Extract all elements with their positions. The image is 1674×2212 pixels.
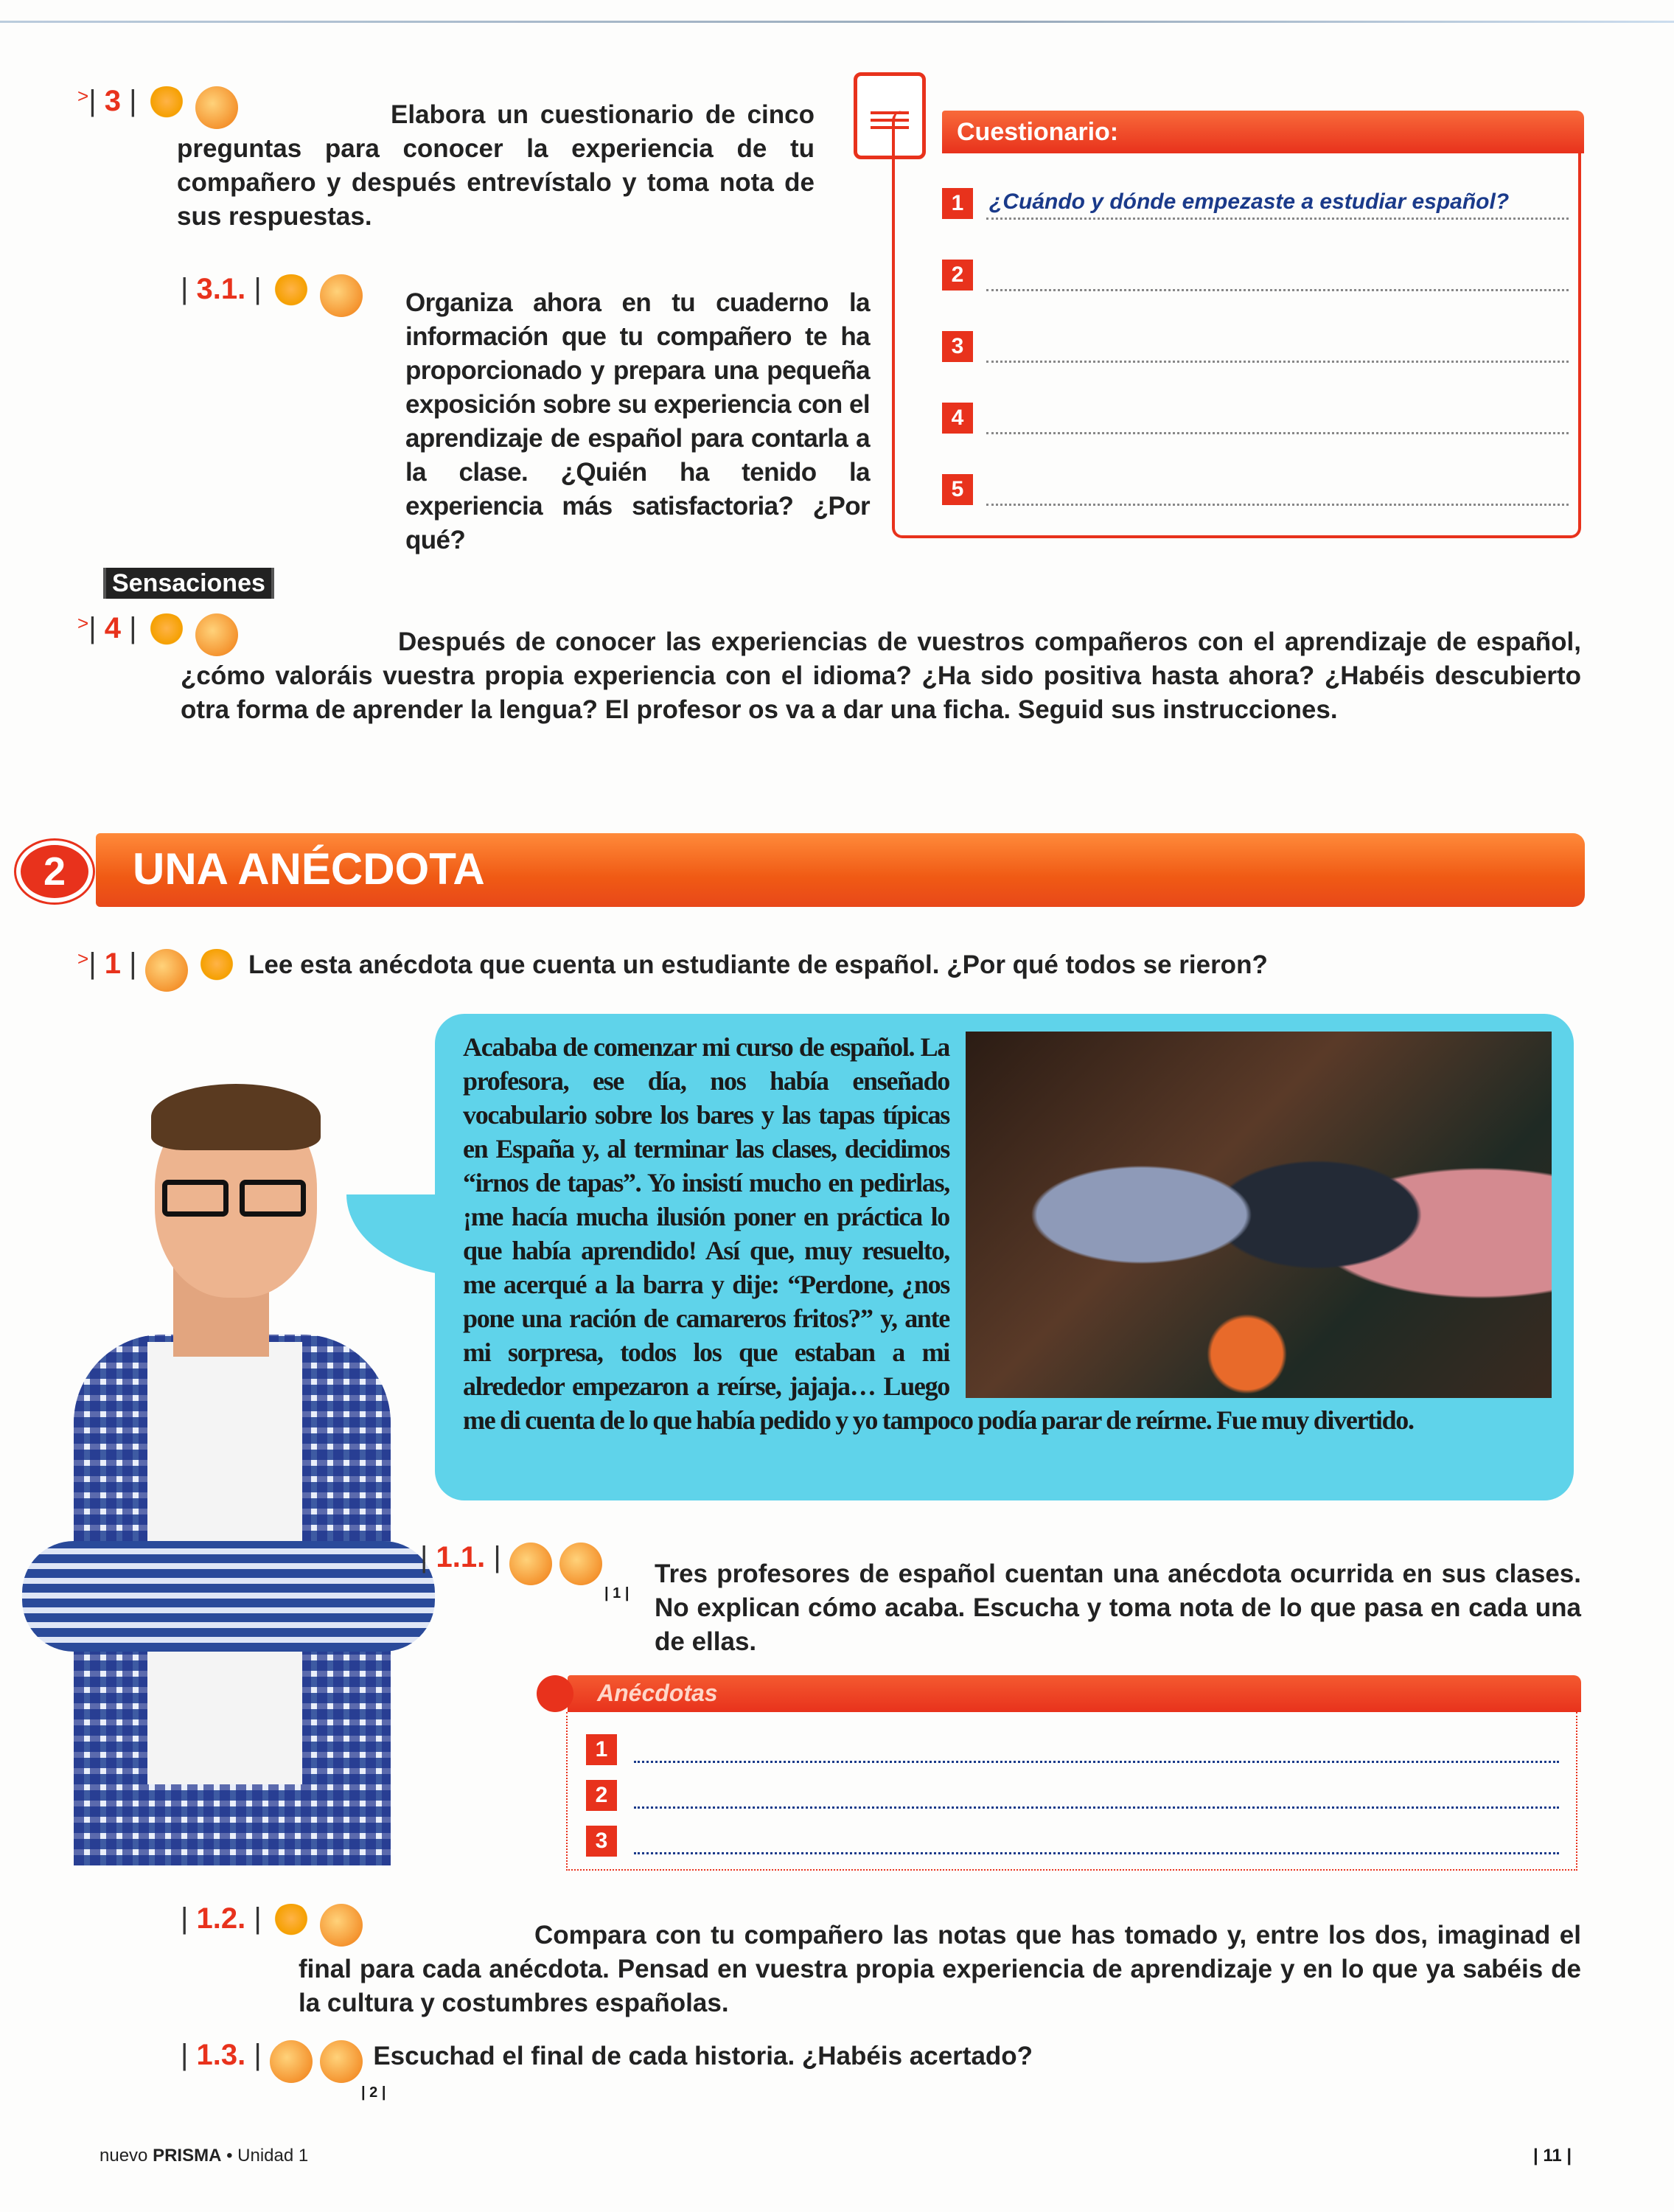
activity-3-1: | 3.1. | Organiza ahora en tu cuaderno la información que tu compañero te ha proporcionado y prepara una pequeña exposición sobre su experiencia con el aprendizaje de español para contarla a la clase. ¿Quién ha tenido la experiencia más satisfactoria? ¿Por qué? <box>181 273 870 557</box>
activity-1-3: | 1.3. | Escuchad el final de cada historia. ¿Habéis acertado? | 2 | <box>181 2039 1033 2101</box>
listening-icon <box>270 2040 313 2083</box>
activity-1-text: Lee esta anécdota que cuenta un estudiante de español. ¿Por qué todos se rieron? <box>248 950 1268 979</box>
cuestionario-row[interactable] <box>942 260 1569 295</box>
row-number: 2 <box>586 1780 617 1811</box>
anecdota-row[interactable] <box>586 1734 1559 1767</box>
anecdota-row[interactable] <box>586 1780 1559 1812</box>
activity-number: 3 <box>104 85 121 117</box>
audio-track: | 2 | <box>361 2084 386 2101</box>
anecdotas-tab-circle <box>537 1675 573 1712</box>
activity-1-2-text: Compara con tu compañero las notas que has tomado y, entre los dos, imaginad el final para cada anécdota. Pensad en vuestra propia experiencia de aprendizaje y en lo que ya sabéis de la cultura y costumbres españolas. <box>299 1921 1581 2017</box>
activity-4-text: Después de conocer las experiencias de vuestros compañeros con el aprendizaje de español, ¿cómo valoráis vuestra propia experiencia con el idioma? ¿Ha sido positiva hasta ahora? ¿Habéis descubierto otra forma de aprender la lengua? El profesor os va a dar una ficha. Seguid sus instrucciones. <box>181 627 1581 724</box>
speech-icon <box>195 613 238 656</box>
group-work-icon <box>270 274 313 317</box>
activity-number: 1.3. <box>196 2039 246 2071</box>
row-number: 1 <box>586 1734 617 1765</box>
cuestionario-row[interactable] <box>942 403 1569 438</box>
anecdotas-box <box>566 1712 1577 1871</box>
activity-3-text: Elabora un cuestionario de cinco preguntas para conocer la experiencia de tu compañero y después entrevístalo y toma nota de sus respuestas. <box>177 100 815 231</box>
pair-work-icon <box>145 86 188 129</box>
row-number: 3 <box>586 1826 617 1857</box>
cuestionario-row[interactable] <box>942 331 1569 366</box>
bar-friends-photo <box>966 1032 1552 1398</box>
speech-icon <box>320 274 363 317</box>
activity-number: 4 <box>104 612 121 644</box>
story-text-1: Acababa de comenzar mi curso de español. La profesora, ese día, nos había enseñado vocabulario sobre los bares y las tapas típicas en España y, al terminar las clases, decidimos “irnos de tapas”. Yo insistí mucho en pedirlas, ¡me hacía mucha ilusión poner en práctica lo que había aprendido! Así que, muy resuelto, me acerqué a la barra y dije: “Perdone, ¿nos pone una ración de camareros fritos?” y, ante mi <box>463 1032 949 1367</box>
cuestionario-row[interactable] <box>942 188 1569 223</box>
row-number: 2 <box>942 260 973 291</box>
activity-3-header: >| 3 | <box>77 85 245 129</box>
footer-brand: nuevo PRISMA • Unidad 1 <box>100 2146 309 2166</box>
row-number: 3 <box>942 331 973 362</box>
activity-3-1-text: Organiza ahora en tu cuaderno la información que tu compañero te ha proporcionado y prepara una pequeña exposición sobre su experiencia con el aprendizaje de español para contarla a la clase. ¿Quién ha tenido la experiencia más satisfactoria? ¿Por qué? <box>405 288 870 554</box>
anecdotas-header: Anécdotas <box>568 1675 1581 1712</box>
speech-icon <box>320 1904 363 1947</box>
activity-number: 1.2. <box>196 1902 246 1935</box>
section-number: 2 <box>16 841 93 902</box>
anecdota-row[interactable] <box>586 1826 1559 1858</box>
listening-icon <box>145 949 188 992</box>
reading-icon <box>195 949 238 992</box>
cuestionario-row[interactable] <box>942 474 1569 509</box>
audio-icon[interactable] <box>320 2040 363 2083</box>
group-work-icon <box>145 613 188 656</box>
story-text <box>463 1030 1546 1437</box>
activity-4: >| 4 | Después de conocer las experiencias de vuestros compañeros con el aprendizaje de español, ¿cómo valoráis vuestra propia experiencia con el idioma? ¿Ha sido positiva hasta ahora? ¿Habéis descubierto otra forma de aprender la lengua? El profesor os va a dar una ficha. Seguid sus instrucciones. <box>77 612 1581 727</box>
audio-track: | 1 | <box>604 1585 630 1601</box>
activity-number: 1 <box>104 947 121 980</box>
row-number: 5 <box>942 474 973 505</box>
activity-number: 1.1. <box>436 1541 486 1573</box>
pair-work-icon <box>270 1904 313 1947</box>
listening-icon <box>509 1543 552 1585</box>
story-text-2: sorpresa, todos los que estaban a mi alrededor empezaron a reírse, jajaja… Luego me di cuenta de lo que había pedido y yo tampoco podía parar de reírme. Fue muy divertido. <box>463 1338 1414 1435</box>
activity-number: 3.1. <box>196 273 246 305</box>
cuestionario-header: Cuestionario: <box>942 111 1584 153</box>
audio-icon[interactable] <box>559 1543 602 1585</box>
activity-3 <box>77 85 815 234</box>
cuestionario-box <box>892 111 1581 538</box>
row-number: 1 <box>942 188 973 219</box>
section-title: UNA ANÉCDOTA <box>133 844 485 894</box>
page-number: | 11 | <box>1533 2146 1572 2166</box>
activity-1: >| 1 | Lee esta anécdota que cuenta un estudiante de español. ¿Por qué todos se rieron? <box>77 947 1268 992</box>
activity-1-2: | 1.2. | Compara con tu compañero las notas que has tomado y, entre los dos, imaginad el final para cada anécdota. Pensad en vuestra propia experiencia de aprendizaje y en lo que ya sabéis de la cultura y costumbres españolas. <box>181 1902 1581 2020</box>
activity-1-1: | 1.1. | | 1 | Tres profesores de español cuentan una anécdota ocurrida en sus clases. No explican cómo acaba. Escucha y toma nota de lo que pasa en cada una de ellas. <box>420 1541 1581 1659</box>
section-banner <box>96 833 1585 907</box>
row-number: 4 <box>942 403 973 434</box>
activity-1-3-text: Escuchad el final de cada historia. ¿Habéis acertado? <box>373 2042 1033 2070</box>
anecdote-bubble <box>435 1014 1574 1500</box>
arrow-marker: > <box>77 85 89 107</box>
row-text: ¿Cuándo y dónde empezaste a estudiar español? <box>989 189 1510 214</box>
activity-1-1-text: Tres profesores de español cuentan una anécdota ocurrida en sus clases. No explican cómo acaba. Escucha y toma nota de lo que pasa en cada una de ellas. <box>655 1559 1581 1656</box>
speech-icon <box>195 86 238 129</box>
sensaciones-tag: Sensaciones <box>103 568 274 599</box>
top-rule <box>0 21 1674 23</box>
